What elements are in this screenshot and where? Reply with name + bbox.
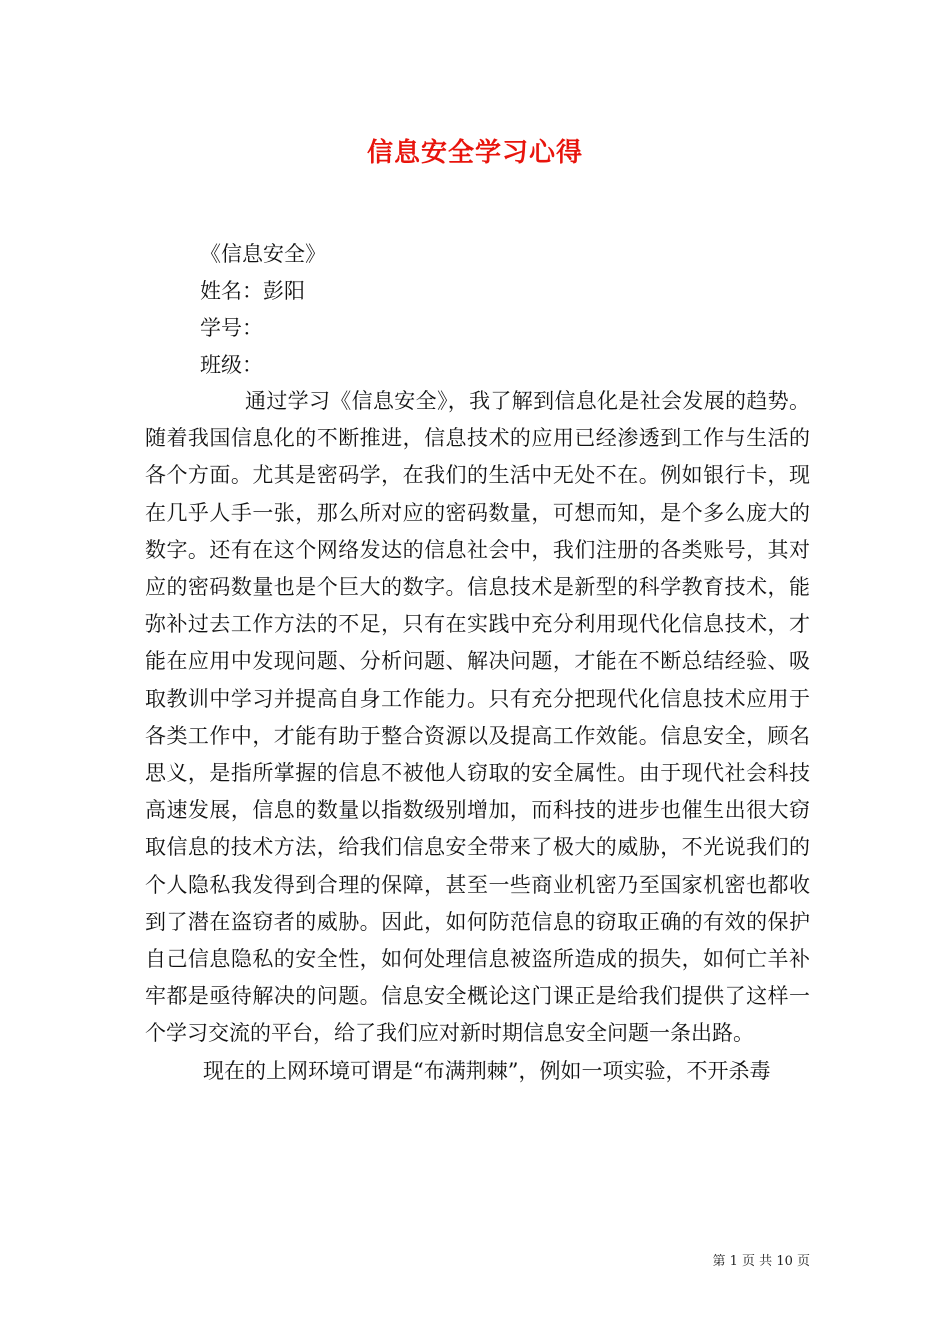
student-id: 学号： [200, 316, 263, 340]
author-name: 姓名：彭阳 [200, 279, 305, 303]
paragraph: 现在的上网环境可谓是“布满荆棘”，例如一项实验，不开杀毒 [203, 1058, 771, 1083]
page-title: 信息安全学习心得 [366, 138, 583, 168]
page-number: 第 1 页 共 10 页 [712, 1254, 810, 1269]
course-title: 《信息安全》 [200, 242, 326, 266]
class-info: 班级： [200, 353, 263, 377]
paragraph: 通过学习《信息安全》，我了解到信息化是社会发展的趋势。随着我国信息化的不断推进，信息技术的应用已经渗透到工作与生活的各个方面。尤其是密码学，在我们的生活中无处不在。例如银行卡，现在几乎人手一张，那么所对应的密码数量，可想而知，是个多么庞大的数字。还有在这个网络发达的信息社会中，我们注册的各类账号，其对应的密码数量也是个巨大的数字。信息技术是新型的科学教育技术，能弥补过去工作方法的不足，只有在实践中充分利用现代化信息技术，才能在应用中发现问题、分析问题、解决问题，才能在不断总结经验、吸取教训中学习并提高自身工作能力。只有充分把现代化信息技术应用于各类工作中，才能有助于整合资源以及提高工作效能。信息安全，顾名思义，是指所掌握的信息不被他人窃取的安全属性。由于现代社会科技高速发展，信息的数量以指数级别增加，而科技的进步也催生出很大窃取信息的技术方法，给我们信息安全带来了极大的威胁，不光说我们的个人隐私我发得到合理的保障，甚至一些商业机密乃至国家机密也都收到了潜在盗窃者的威胁。因此，如何防范信息的窃取正确的有效的保护自己信息隐私的安全性，如何处理信息被盗所造成的损失，如何亡羊补牢都是亟待解决的问题。信息安全概论这门课正是给我们提供了这样一个学习交流的平台，给了我们应对新时期信息安全问题一条出路。 [145, 389, 810, 1046]
body-text [145, 383, 810, 1090]
